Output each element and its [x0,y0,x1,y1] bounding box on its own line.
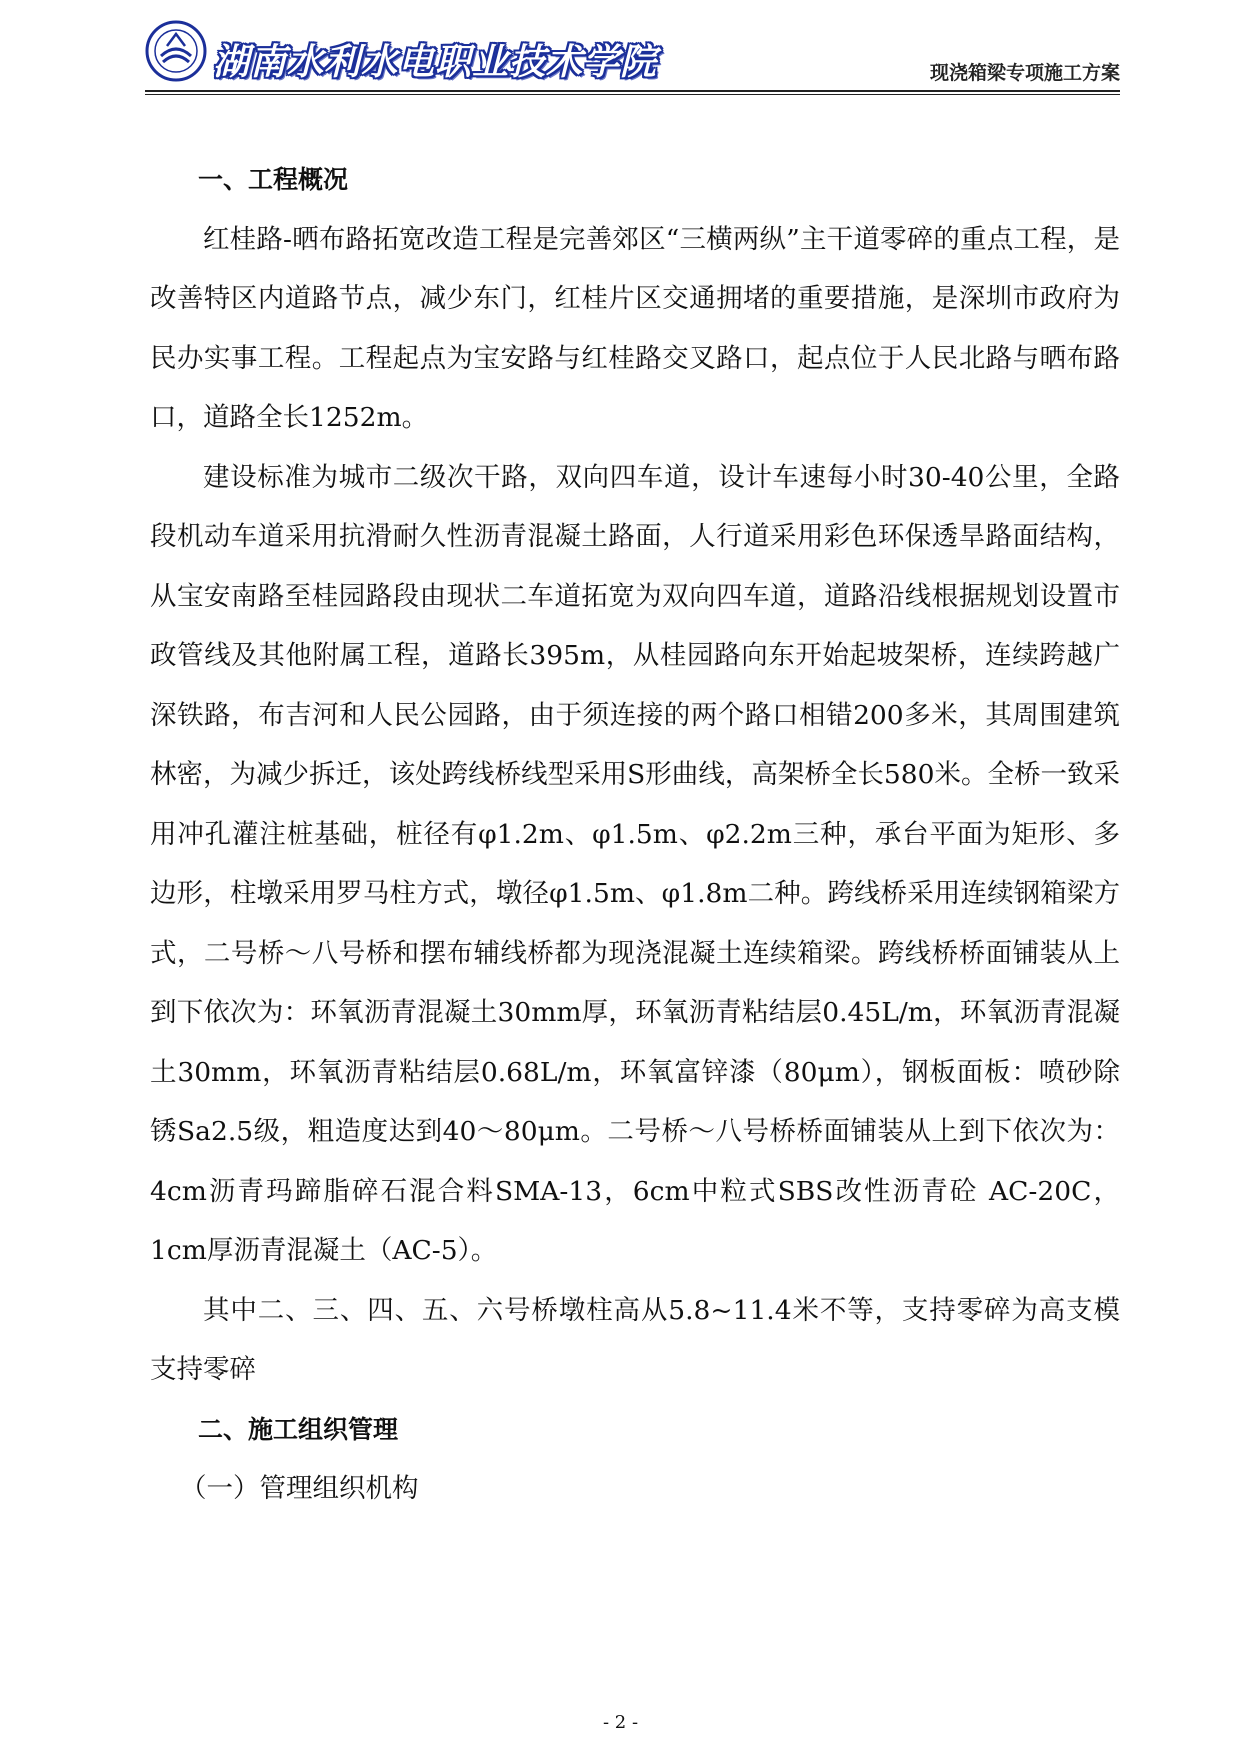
paragraph-1: 红桂路-晒布路拓宽改造工程是完善郊区“三横两纵”主干道零碎的重点工程，是改善特区内道路节点，减少东门，红桂片区交通拥堵的重要措施，是深圳市政府为民办实事工程。工程起点为宝安路与红桂路交叉路口，起点位于人民北路与晒布路口，道路全长1252m。 [150,223,1120,433]
page-header [145,8,1120,94]
header-rule [145,90,1120,92]
page-number: - 2 - [602,1712,639,1733]
document-title: 现浇箱梁专项施工方案 [929,62,1120,84]
section-heading-2: 二、施工组织管理 [198,1414,399,1444]
section-heading-1: 一、工程概况 [198,165,349,194]
header-rule-thin [145,94,1120,95]
document-body [150,150,1120,1519]
school-emblem-icon [145,20,207,82]
paragraph-3: 其中二、三、四、五、六号桥墩柱高从5.8~11.4米不等，支持零碎为高支模支持零碎 [150,1294,1120,1385]
paragraph-2: 建设标准为城市二级次干路，双向四车道，设计车速每小时30-40公里，全路段机动车道采用抗滑耐久性沥青混凝土路面，人行道采用彩色环保透旱路面结构，从宝安南路至桂园路段由现状二车道拓宽为双向四车道，道路沿线根据规划设置市政管线及其他附属工程，道路长395m，从桂园路向东开始起坡架桥，连续跨越广深铁路，布吉河和人民公园路，由于须连接的两个路口相错200多米，其周围建筑林密，为减少拆迁，该处跨线桥线型采用S形曲线，高架桥全长580米。全桥一致采用冲孔灌注桩基础，桩径有φ1.2m、φ1.5m、φ2.2m三种，承台平面为矩形、多边形，柱墩采用罗马柱方式，墩径φ1.5m、φ1.8m二种。跨线桥采用连续钢箱梁方式，二号桥～八号桥和摆布辅线桥都为现浇混凝土连续箱梁。跨线桥桥面铺装从上到下依次为：环氧沥青混凝土30mm厚，环氧沥青粘结层0.45L/m，环氧沥青混凝土30mm，环氧沥青粘结层0.68L/m，环氧富锌漆（80μm），钢板面板：喷砂除锈Sa2.5级，粗造度达到40～80μm。二号桥～八号桥桥面铺装从上到下依次为：4cm沥青玛蹄脂碎石混合料SMA-13，6cm中粒式SBS改性沥青砼 AC-20C，1cm厚沥青混凝土（AC-5）。 [150,461,1120,1266]
subsection-heading-1: （一）管理组织机构 [180,1473,419,1504]
school-name: 湖南水利水电职业技术学院 [213,42,658,83]
